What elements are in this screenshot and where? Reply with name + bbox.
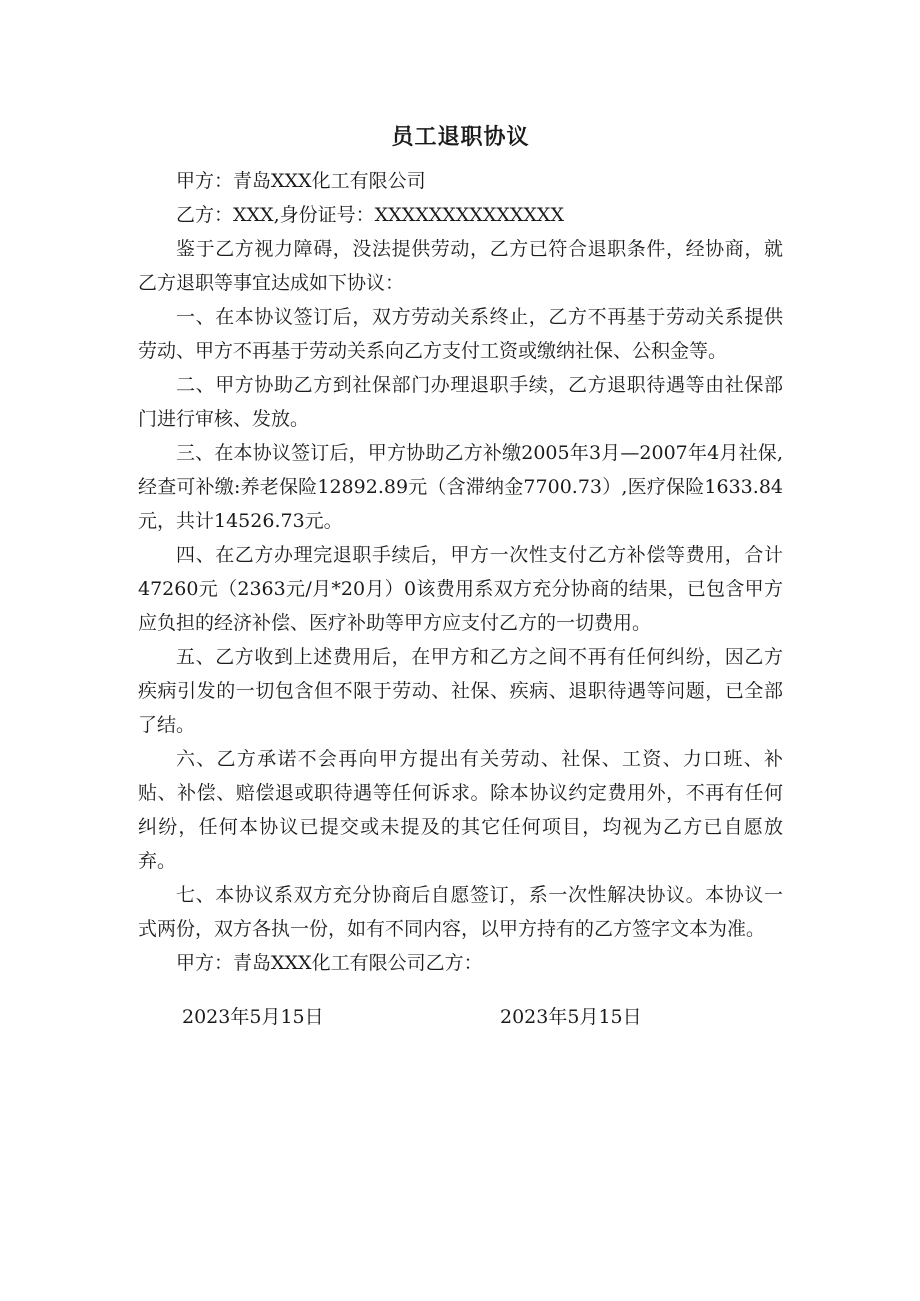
date-party-b: 2023年5月15日 (500, 1006, 642, 1028)
clause-1: 一、在本协议签订后，双方劳动关系终止，乙方不再基于劳动关系提供劳动、甲方不再基于劳动关系向乙方支付工资或缴纳社保、公积金等。 (138, 306, 783, 362)
clause-4: 四、在乙方办理完退职手续后，甲方一次性支付乙方补偿等费用，合计47260元（2363元/月*20月）0该费用系双方充分协商的结果，已包含甲方应负担的经济补偿、医疗补助等甲方应支付乙方的一切费用。 (138, 544, 783, 634)
clause-3: 三、在本协议签订后，甲方协助乙方补缴2005年3月—2007年4月社保,经查可补缴:养老保险12892.89元（含滞纳金7700.73）,医疗保险1633.84元，共计14526.73元。 (138, 442, 783, 532)
clause-6: 六、乙方承诺不会再向甲方提出有关劳动、社保、工资、力口班、补贴、补偿、赔偿退或职待遇等任何诉求。除本协议约定费用外，不再有任何纠纷，任何本协议已提交或未提及的其它任何项目，均视为乙方已自愿放弃。 (138, 748, 783, 872)
clause-7: 七、本协议系双方充分协商后自愿签订，系一次性解决协议。本协议一式两份，双方各执一份，如有不同内容，以甲方持有的乙方签字文本为准。 (138, 884, 783, 940)
party-a-line: 甲方：青岛XXX化工有限公司 (176, 170, 426, 192)
signature-dates (138, 1000, 783, 1034)
date-party-a: 2023年5月15日 (182, 1006, 324, 1028)
preamble: 鉴于乙方视力障碍，没法提供劳动，乙方已符合退职条件，经协商，就乙方退职等事宜达成如下协议： (138, 238, 783, 294)
party-b-line: 乙方：XXX,身份证号：XXXXXXXXXXXXXX (176, 204, 564, 226)
clause-5: 五、乙方收到上述费用后，在甲方和乙方之间不再有任何纠纷，因乙方疾病引发的一切包含但不限于劳动、社保、疾病、退职待遇等问题，已全部了结。 (138, 646, 783, 736)
signature-line: 甲方：青岛XXX化工有限公司乙方： (176, 952, 483, 974)
clause-2: 二、甲方协助乙方到社保部门办理退职手续，乙方退职待遇等由社保部门进行审核、发放。 (138, 374, 783, 430)
document-title: 员工退职协议 (391, 125, 530, 150)
document-page (138, 118, 783, 1034)
